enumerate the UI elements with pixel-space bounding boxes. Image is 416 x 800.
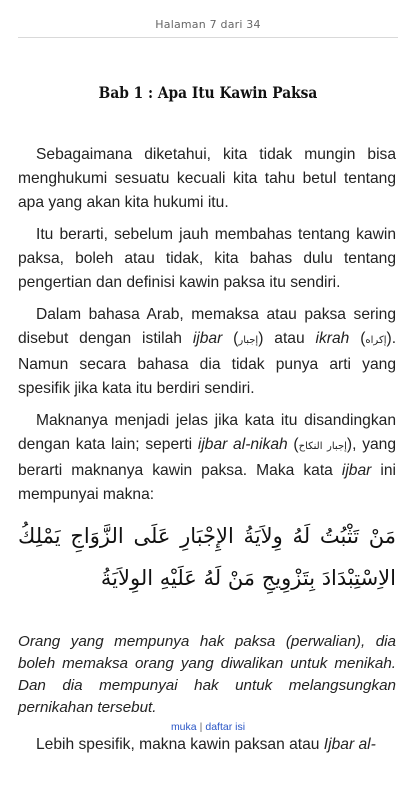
paragraph-4-text-b: , yang berarti maknanya kawin paksa. Maka kata <box>18 436 397 479</box>
paragraph-3-text-a: Dalam bahasa Arab, memaksa atau paksa sering disebut dengan istilah <box>18 306 396 347</box>
paragraph-3: Dalam bahasa Arab, memaksa atau paksa sering disebut dengan istilah ijbar (إجبار) atau ikrah (إكراه). Namun secara bahasa dia tidak punya arti yang spesifik jika kata itu berdiri sendiri. <box>18 306 397 397</box>
paragraph-4-text-c: ini mempunyai makna: <box>18 462 396 503</box>
table-of-contents-link[interactable]: daftar isi <box>205 721 246 733</box>
paragraph-5-text: Lebih spesifik, makna kawin paksan atau <box>36 736 324 753</box>
header-divider <box>18 37 398 38</box>
paragraph-3-text-b: atau <box>263 330 316 347</box>
paragraph-4: Maknanya menjadi jelas jika kata itu disandingkan dengan kata lain; seperti ijbar al-nikah (إجبار النكاح), yang berarti maknanya kawin paksa. Maka kata ijbar ini mempunyai makna: <box>18 412 397 503</box>
term-ijbar-2: ijbar <box>341 462 372 479</box>
paragraph-2: Itu berarti, sebelum jauh membahas tentang kawin paksa, boleh atau tidak, kita bahas dulu tentang pengertian dan definisi kawin paksa itu sendiri. <box>18 226 396 291</box>
footer-separator: | <box>199 721 203 733</box>
arabic-ijbar: إجبار <box>238 335 259 346</box>
paragraph-4-text-a: Maknanya menjadi jelas jika kata itu disandingkan dengan kata lain; seperti <box>18 412 396 453</box>
arabic-ikrah: إكراه <box>365 335 387 346</box>
home-link[interactable]: muka <box>170 721 197 733</box>
footer-nav <box>0 721 416 733</box>
page-indicator: Halaman 7 dari 34 <box>155 18 261 31</box>
paragraph-1: Sebagaimana diketahui, kita tidak mungin bisa menghukumi sesuatu kecuali kita tahu betul tentang apa yang akan kita hukumi itu. <box>18 146 396 211</box>
term-ijbar-al-truncated: Ijbar al- <box>323 736 376 753</box>
paragraph-5 <box>18 733 396 757</box>
term-ikrah: ikrah <box>315 330 350 347</box>
arabic-definition: مَنْ تَثْبُتُ لَهُ وِلاَيَةُ الإِجْبَارِ عَلَى الزَّوَاجِ يَمْلِكُ الاِسْتِبْدَادَ بِتَزْوِيجِ مَنْ لَهُ عَلَيْهِ الوِلاَيَةُ <box>18 524 396 590</box>
paragraph-3-text-c: . Namun secara bahasa dia tidak punya arti yang spesifik jika kata itu berdiri sendiri. <box>18 330 397 397</box>
arabic-ijbar-al-nikah: إجبار النكاح <box>298 441 347 452</box>
term-ijbar-al-nikah: ijbar al-nikah <box>197 436 288 453</box>
term-ijbar: ijbar <box>192 330 223 347</box>
chapter-title: Bab 1 : Apa Itu Kawin Paksa <box>98 83 318 102</box>
page-content <box>18 143 396 765</box>
definition-translation: Orang yang mempunya hak paksa (perwalian), dia boleh memaksa orang yang diwalikan untuk menikah. Dan dia mempunyai hak untuk melangsungkan pernikahan tersebut. <box>18 633 396 716</box>
